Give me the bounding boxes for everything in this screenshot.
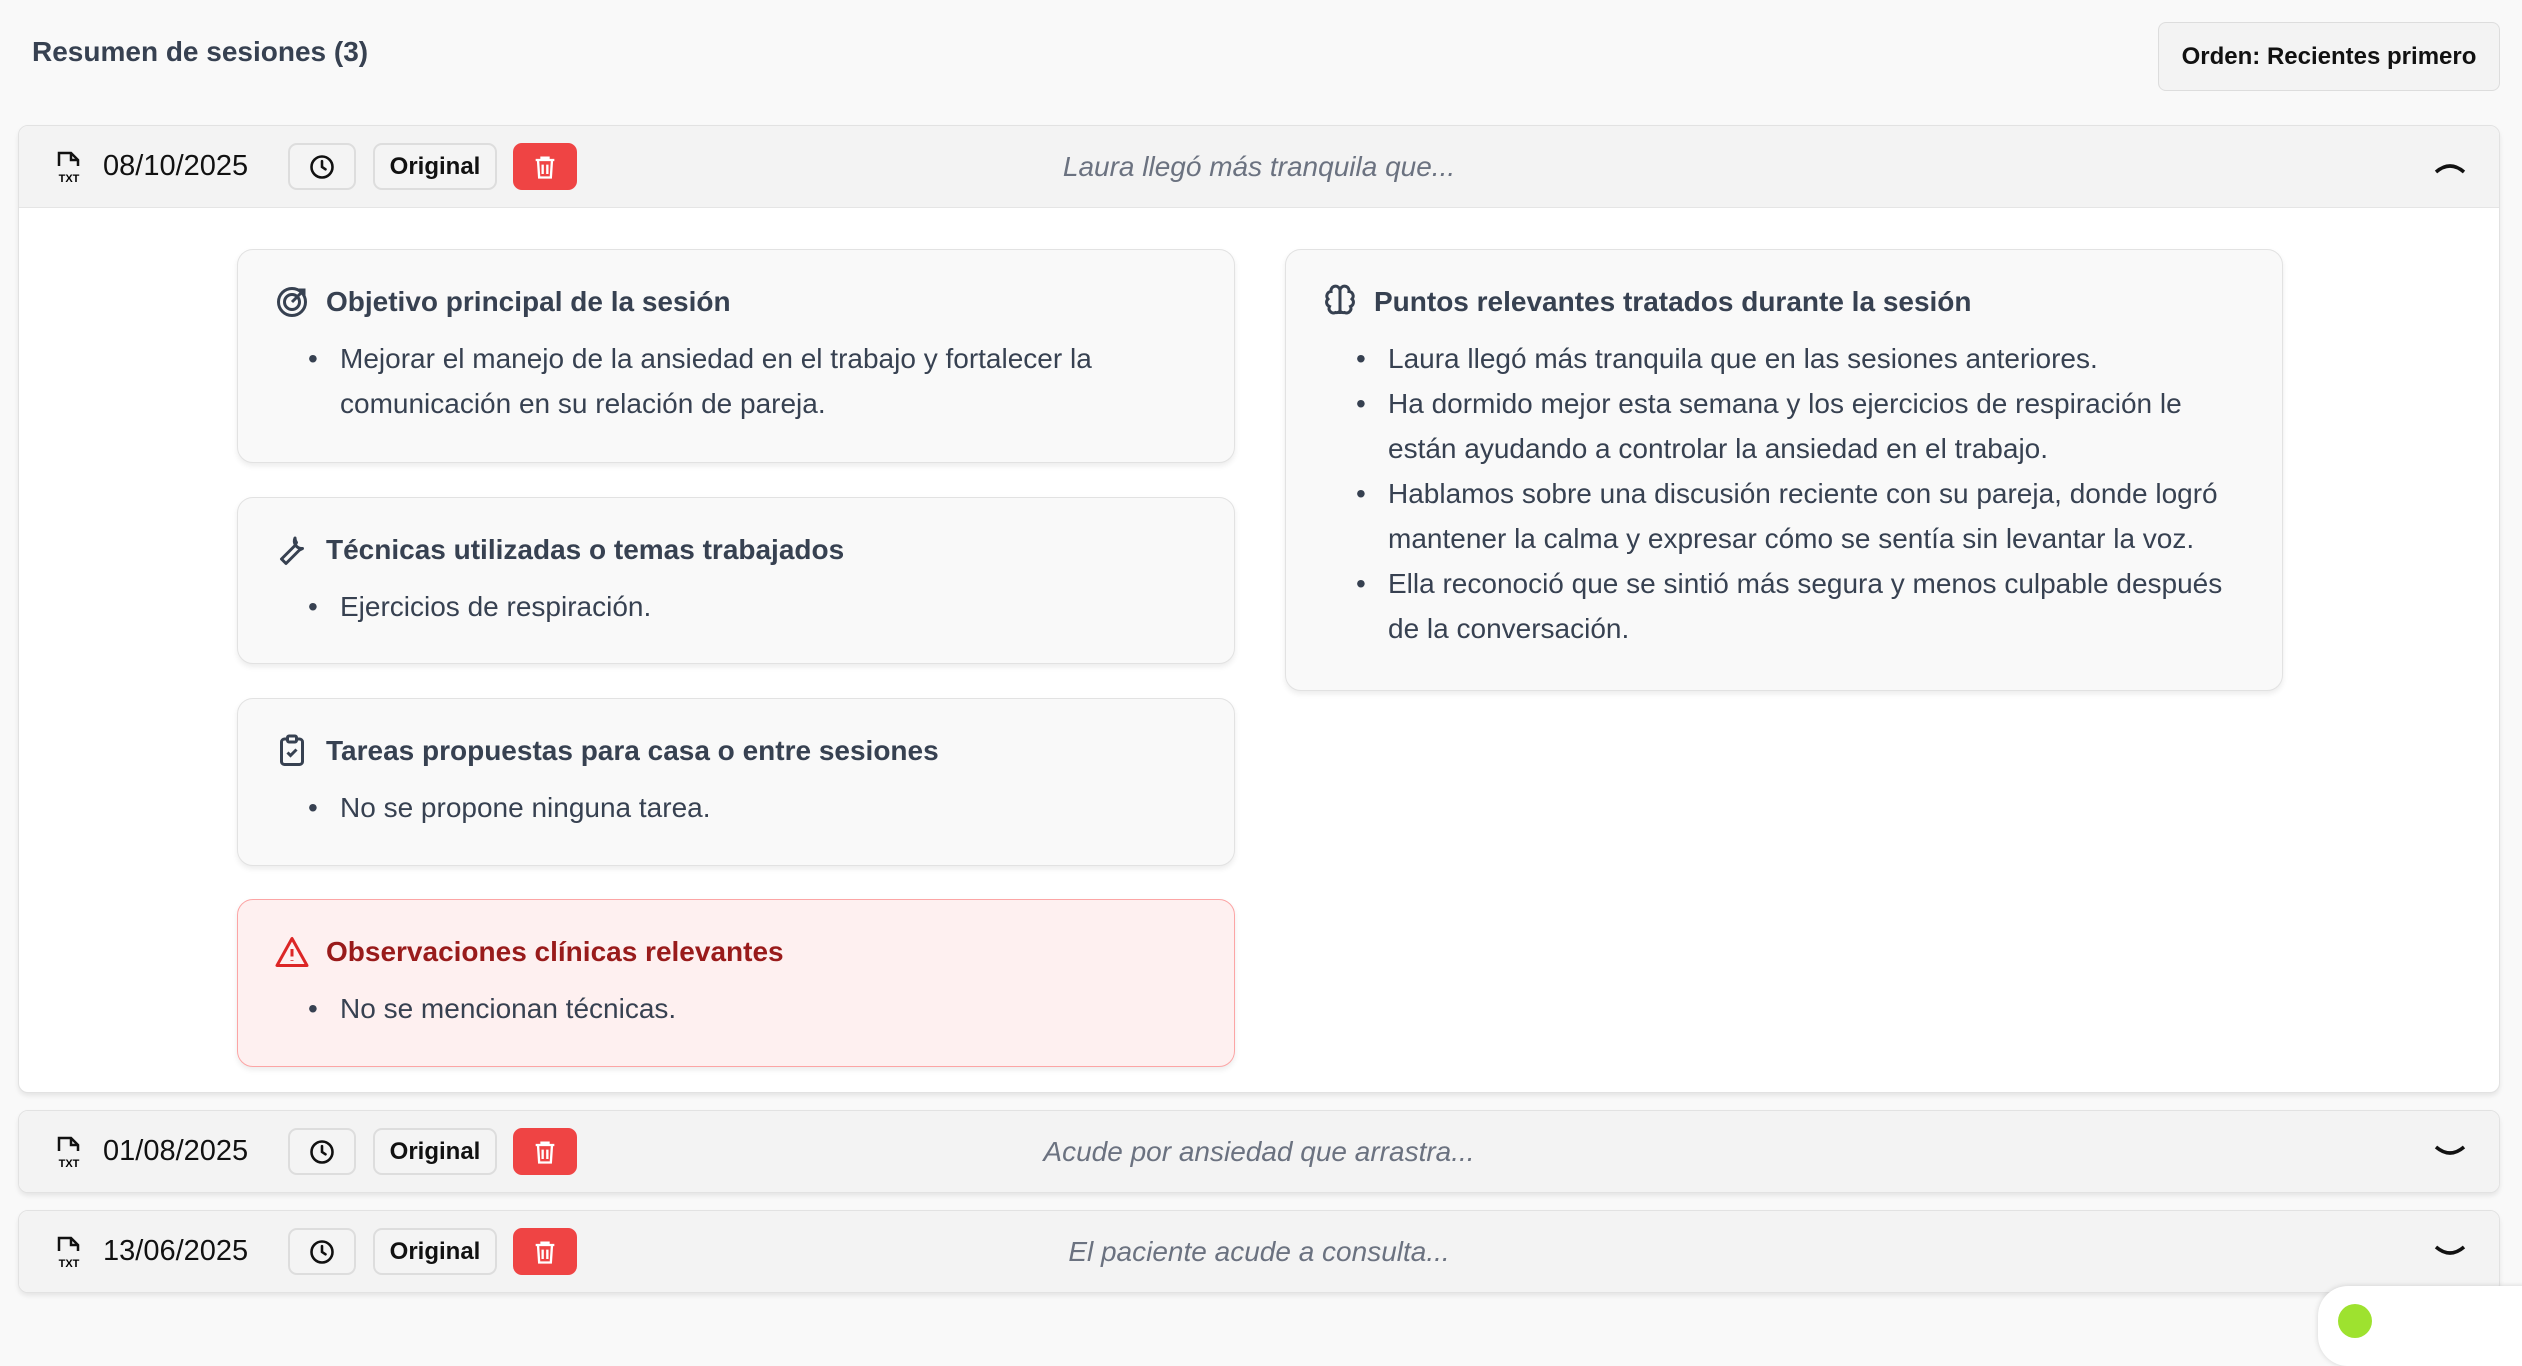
delete-button[interactable] [513, 143, 577, 190]
clock-icon [308, 1238, 336, 1266]
card-title: Tareas propuestas para casa o entre sesiones [326, 735, 939, 766]
txt-file-icon [55, 1235, 83, 1269]
list-item: • Ella reconoció que se sintió más segura y menos culpable después de la conversación. [1322, 561, 2248, 651]
trash-icon [531, 1137, 559, 1167]
original-button[interactable]: Original [373, 1128, 497, 1175]
sort-order-button[interactable]: Orden: Recientes primero [2158, 22, 2500, 91]
techniques-card [237, 497, 1235, 664]
txt-file-icon [55, 150, 83, 184]
session-item [18, 1210, 2500, 1293]
card-title: Técnicas utilizadas o temas trabajados [326, 534, 845, 565]
card-title: Puntos relevantes tratados durante la sesión [1374, 286, 1972, 317]
list-item: • No se mencionan técnicas. [274, 986, 1200, 1031]
session-header[interactable] [19, 1111, 2499, 1193]
history-button[interactable] [288, 1128, 356, 1175]
card-title: Objetivo principal de la sesión [326, 286, 731, 317]
session-summary: Acude por ansiedad que arrastra... [1043, 1135, 1475, 1167]
session-date: 08/10/2025 [103, 150, 249, 182]
original-button[interactable]: Original [373, 1228, 497, 1275]
session-summary: Laura llegó más tranquila que... [1062, 150, 1456, 182]
list-item: • Mejorar el manejo de la ansiedad en el trabajo y fortalecer la comunicación en su relación de pareja. [274, 336, 1200, 426]
list-item: • Ejercicios de respiración. [274, 584, 1200, 629]
observations-card [237, 899, 1235, 1067]
session-item [18, 1110, 2500, 1193]
tasks-card [237, 698, 1235, 866]
original-button[interactable]: Original [373, 143, 497, 190]
chevron-up-icon[interactable] [2433, 152, 2467, 182]
list-item: • Laura llegó más tranquila que en las sesiones anteriores. [1322, 336, 2248, 381]
trash-icon [531, 1237, 559, 1267]
svg-text:TXT: TXT [58, 173, 80, 184]
clipboard-check-icon [274, 733, 310, 769]
relevant-points-card [1285, 249, 2283, 691]
delete-button[interactable] [513, 1128, 577, 1175]
svg-text:TXT: TXT [58, 1258, 80, 1269]
brain-icon [1322, 284, 1358, 320]
session-item [18, 125, 2500, 1093]
history-button[interactable] [288, 1228, 356, 1275]
page-title: Resumen de sesiones (3) [32, 36, 369, 67]
card-title: Observaciones clínicas relevantes [326, 936, 784, 967]
chevron-down-icon[interactable] [2433, 1137, 2467, 1167]
history-button[interactable] [288, 143, 356, 190]
session-date: 01/08/2025 [103, 1135, 249, 1167]
session-header[interactable] [19, 126, 2499, 208]
delete-button[interactable] [513, 1228, 577, 1275]
session-header[interactable] [19, 1211, 2499, 1293]
session-summary: El paciente acude a consulta... [1068, 1235, 1450, 1267]
clock-icon [308, 153, 336, 181]
txt-file-icon [55, 1135, 83, 1169]
target-icon [274, 284, 310, 320]
list-item: • Hablamos sobre una discusión reciente con su pareja, donde logró mantener la calma y expresar cómo se sentía sin levantar la voz. [1322, 471, 2248, 561]
clock-icon [308, 1138, 336, 1166]
objective-card [237, 249, 1235, 463]
status-dot-icon [2338, 1304, 2372, 1338]
session-date: 13/06/2025 [103, 1235, 249, 1267]
trash-icon [531, 152, 559, 182]
warning-icon [274, 934, 310, 970]
wrench-icon [274, 532, 310, 568]
chevron-down-icon[interactable] [2433, 1237, 2467, 1267]
list-item: • No se propone ninguna tarea. [274, 785, 1200, 830]
list-item: • Ha dormido mejor esta semana y los ejercicios de respiración le están ayudando a controlar la ansiedad en el trabajo. [1322, 381, 2248, 471]
status-widget[interactable] [2318, 1286, 2522, 1366]
svg-text:TXT: TXT [58, 1158, 80, 1169]
